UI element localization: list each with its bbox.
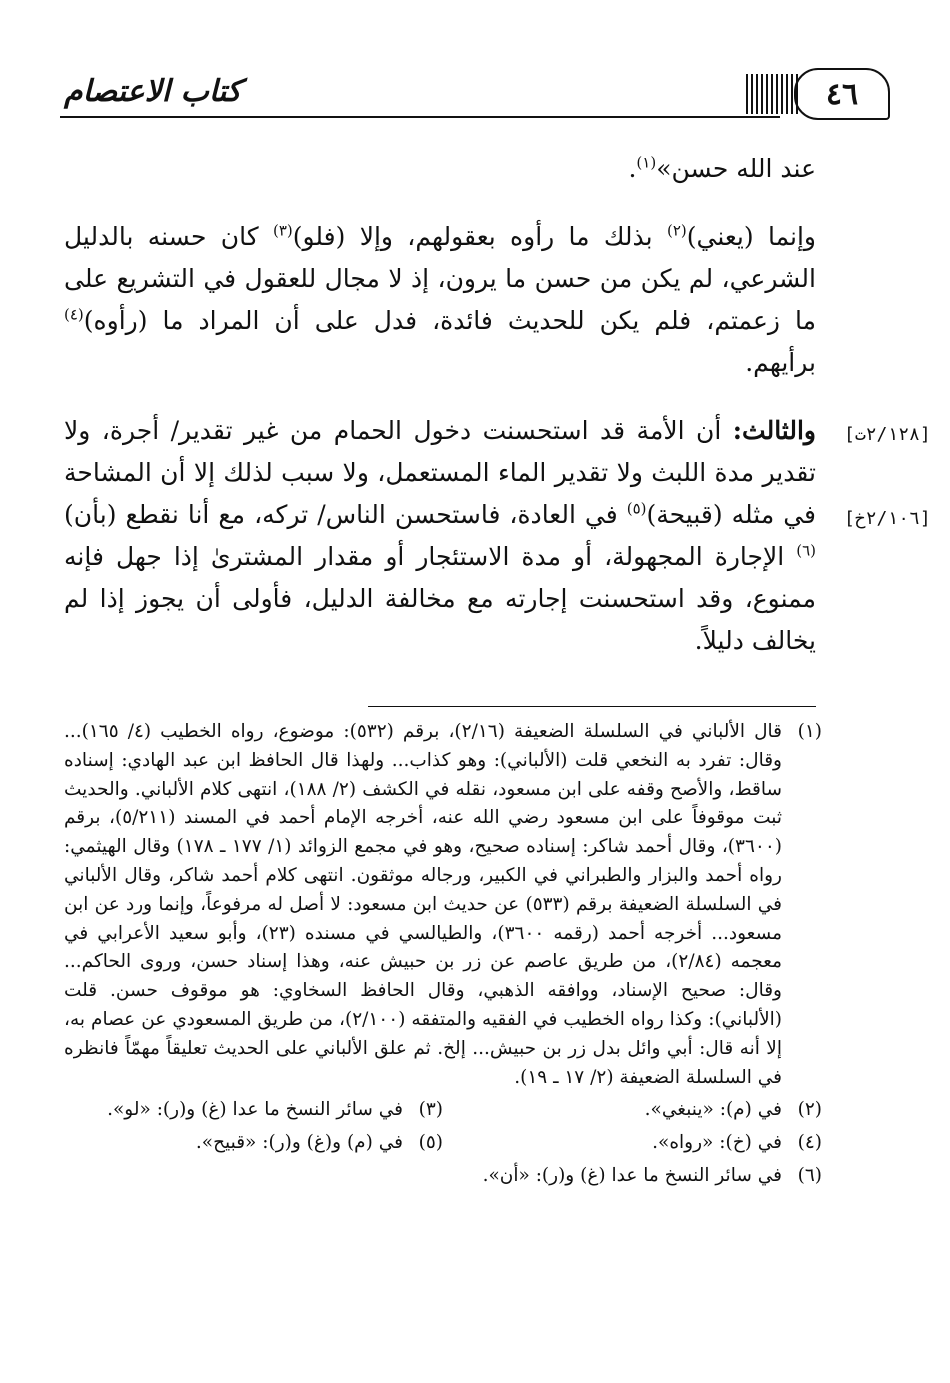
- footnote-6-number: (٦): [797, 1164, 822, 1186]
- footnote-ref-3: (٣): [272, 221, 293, 240]
- footnote-1-text: قال الألباني في السلسلة الضعيفة (٢/١٦)، برقم (٥٣٢): موضوع، رواه الخطيب (٤/ ١٦٥)... وقال: تفرد به النخعي قلت (الألباني): وهو كذاب... ولهذا قال الحافظ ابن عبد الهادي: إسناده ساقط، والأصح وقفه على ابن مسعود، نقله في الكشف (٢/ ١٨٨)، انتهى كلام الألباني. والحديث ثبت موقوفاً على ابن مسعود رضي الله عنه، أخرجه الإمام أحمد في المسند (٥/٢١١)، برقم (٣٦٠٠)، وقال أحمد شاكر: إسناده صحيح، وهو في مجمع الزوائد (١/ ١٧٧ ـ ١٧٨) وقال الهيثمي: رواه أحمد والبزار والطبراني في الكبير، ورجاله موثقون. انتهى كلام أحمد شاكر، وقال الألباني في السلسلة الضعيفة برقم (٥٣٣) عن حديث ابن مسعود: لا أصل له مرفوعاً، وإنما ورد عن ابن مسعود... أخرجه أحمد (رقمه ٣٦٠٠)، والطيالسي في مسنده (٢٣)، وأبو سعيد الأعرابي في معجمه (٢/٨٤)، من طريق عاصم عن زر بن حبيش عنه، وهذا إسناد حسن، وروى الحاكم... وقال: صحيح الإسناد، ووافقه الذهبي، وقال الحافظ السخاوي: هو موقوف حسن. قلت (الألباني): وكذا رواه الخطيب في الفقيه والمتفقه (٢/١٠٠)، من طريق المسعودي عن عصام به، إلا أنه قال: أبي وائل بدل زر بن حبيش... إلخ. ثم علق الألباني على الحديث تعليقاً مهمّاً فانظره في السلسلة الضعيفة (٢/ ١٧ ـ ١٩).: [64, 721, 783, 1088]
- footnote-separator: [368, 706, 816, 707]
- paragraph-2-part-a: وإنما (يعني): [686, 222, 817, 251]
- paragraph-1-tail: .: [628, 154, 637, 183]
- footnote-1: [64, 718, 822, 1092]
- paragraph-2: [64, 216, 816, 384]
- footnote-3-number: (٣): [418, 1099, 443, 1121]
- footnote-6: [64, 1162, 822, 1191]
- footnote-4-text: في (خ): «رواه».: [652, 1132, 782, 1154]
- footnote-ref-2: (٢): [666, 221, 687, 240]
- page-number: ٤٦: [794, 68, 890, 120]
- footnote-4-number: (٤): [797, 1132, 822, 1154]
- paragraph-3-part-a: أن الأمة قد استحسنت دخول الحمام من غير تقدير/ أجرة، ولا تقدير مدة اللبث ولا تقدير الماء المستعمل، ولا سبب لذلك إلا أن المشاحة في مثله (قبيحة): [64, 416, 817, 529]
- paragraph-3-lead: والثالث:: [732, 416, 816, 445]
- paragraph-2-part-b: بذلك ما رأوه بعقولهم، وإلا (فلو): [292, 222, 667, 251]
- footnote-4: [443, 1129, 822, 1158]
- footnote-1-number: (١): [797, 721, 822, 742]
- paragraph-2-part-d: برأيهم.: [745, 348, 816, 377]
- page-header: [60, 68, 890, 120]
- footnote-ref-5: (٥): [626, 499, 647, 518]
- footnote-6-text: في سائر النسخ ما عدا (غ) و(ر): «أن».: [482, 1164, 782, 1186]
- main-text: [64, 148, 816, 688]
- footnote-ref-4: (٤): [64, 305, 84, 324]
- footnote-2-text: في (م): «ينبغي».: [644, 1099, 782, 1121]
- footnote-2-number: (٢): [797, 1099, 822, 1121]
- book-title: كتاب الاعتصام: [64, 74, 242, 109]
- footnote-ref-6: (٦): [796, 541, 816, 560]
- footnote-ref-1: (١): [636, 153, 657, 172]
- page-number-ornament: [746, 74, 798, 114]
- footnote-3: [64, 1096, 443, 1125]
- paragraph-3-part-b: في العادة، فاستحسن الناس/ تركه، مع أنا نقطع (بأن): [64, 500, 627, 529]
- paragraph-3: [64, 410, 816, 662]
- footnote-5-number: (٥): [418, 1132, 443, 1154]
- footnotes: [64, 718, 822, 1191]
- paragraph-2-part-c: كان حسنه بالدليل الشرعي، لم يكن من حسن ما يرون، إذ لا مجال للعقول في التشريع على ما زعمتم، فلم يكن للحديث فائدة، فدل على أن المراد ما (رأوه): [64, 222, 816, 335]
- footnote-5-text: في (م) و(غ) و(ر): «قبيح».: [195, 1132, 403, 1154]
- paragraph-3-part-c: الإجارة المجهولة، أو مدة الاستئجار أو مقدار المشترىٰ إذا جهل فإنه ممنوع، وقد استحسنت إجارته مع مخالفة الدليل، فأولى أن يجوز إذا لم يخالف دليلاً.: [64, 542, 816, 655]
- paragraph-1-text: عند الله حسن»: [656, 154, 816, 183]
- footnote-5: [64, 1129, 443, 1158]
- margin-ref-2: [٢/١٠٦خ]: [844, 508, 931, 529]
- paragraph-1: [64, 148, 816, 190]
- footnote-row-2-3: [64, 1096, 822, 1125]
- footnote-row-4-5: [64, 1129, 822, 1158]
- margin-ref-1: [٢/١٢٨ت]: [844, 424, 931, 445]
- footnote-2: [443, 1096, 822, 1125]
- header-rule: [60, 116, 780, 118]
- footnote-3-text: في سائر النسخ ما عدا (غ) و(ر): «لو».: [107, 1099, 403, 1121]
